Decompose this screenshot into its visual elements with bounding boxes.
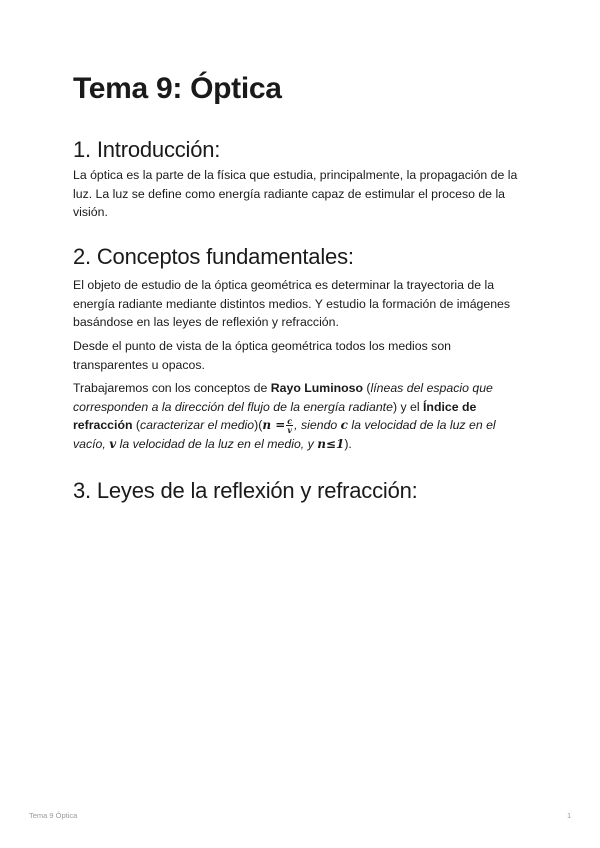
section-heading-conceptos: 2. Conceptos fundamentales: (73, 244, 354, 269)
inequality: n≤1 (317, 436, 345, 451)
section-heading-introduccion: 1. Introducción: (73, 137, 221, 162)
footer-page-number: 1 (567, 811, 572, 820)
variable-v: v (109, 436, 117, 451)
paragraph-conceptos (73, 379, 529, 453)
def2-close: )( (254, 418, 263, 432)
formula-lhs: n = (262, 418, 286, 432)
def-rayo-luminoso: líneas del espacio que corresponden a la dirección del flujo de la energía radiante (73, 381, 493, 414)
term-rayo-luminoso: Rayo Luminoso (270, 381, 363, 395)
term-indice-refraccion: Índice de refracción (73, 399, 477, 432)
concepts-text-c: la velocidad de la luz en el medio, y (116, 436, 318, 451)
concepts-end: ). (344, 436, 352, 451)
def-indice-refraccion: caracterizar el medio (139, 418, 255, 432)
formula-fraction (286, 417, 293, 434)
def1-open: ( (363, 381, 371, 395)
variable-c: c (340, 418, 348, 432)
concepts-intro: Trabajaremos con los conceptos de (73, 381, 271, 395)
def2-open: ( (132, 418, 140, 432)
paragraph-introduccion: La óptica es la parte de la física que estudia, principalmente, la propagación de la luz. La luz se define como energía radiante capaz de estimular el proceso de la visión. (73, 168, 518, 219)
def1-close: ) y el (392, 399, 424, 414)
fraction-denominator: v (287, 425, 293, 436)
paragraph-medios: Desde el punto de vista de la óptica geométrica todos los medios son transparentes u opacos. (73, 339, 452, 372)
fraction-numerator: c (287, 416, 293, 427)
section-heading-leyes: 3. Leyes de la reflexión y refracción: (73, 478, 418, 503)
concepts-text-b: la velocidad de la luz en el vacío, (73, 418, 496, 451)
paragraph-objeto-estudio: El objeto de estudio de la óptica geométrica es determinar la trayectoria de la energía radiante mediante distintos medios. Y estudio la formación de imágenes basándose en las leyes de reflexión y refracción. (73, 278, 511, 329)
concepts-text-a: , siendo (294, 418, 341, 432)
footer-document-title: Tema 9 Óptica (29, 811, 78, 820)
page-title: Tema 9: Óptica (73, 72, 282, 105)
